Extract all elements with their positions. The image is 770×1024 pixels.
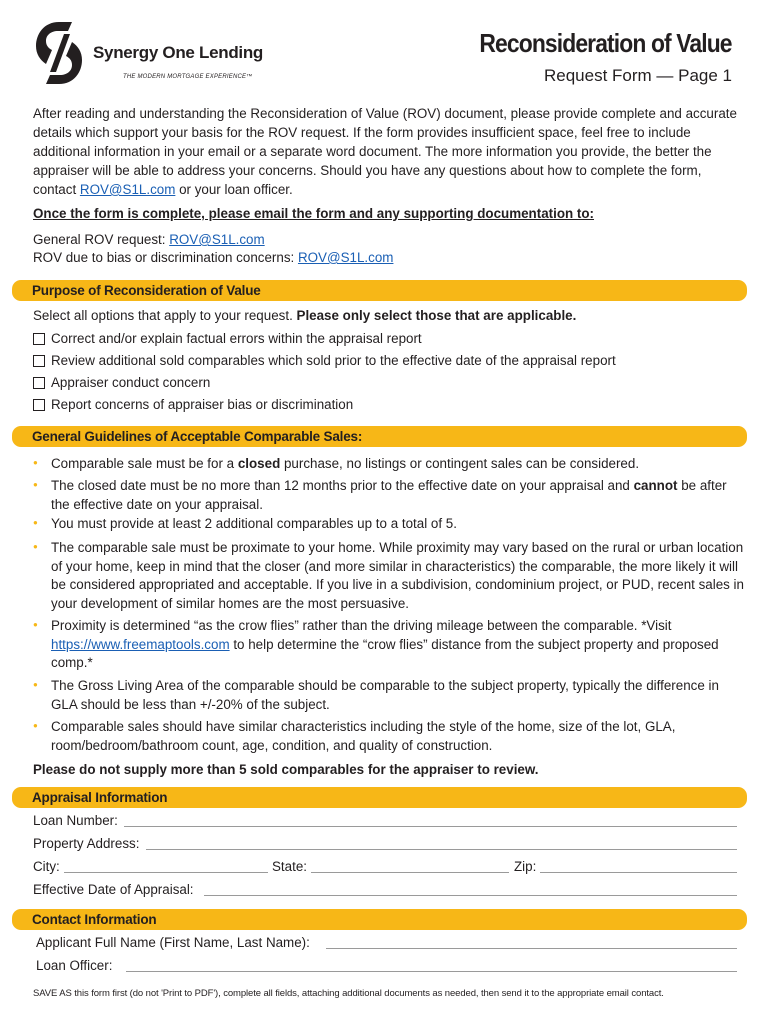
loan-officer-label: Loan Officer: [36,958,113,973]
purpose-prompt-bold: Please only select those that are applicable. [296,308,577,323]
purpose-option[interactable] [33,374,210,392]
general-email-link[interactable]: ROV@S1L.com [169,232,265,247]
option-label: Correct and/or explain factual errors within the appraisal report [51,331,422,346]
guideline-item [51,617,746,673]
brand-tagline: THE MODERN MORTGAGE EXPERIENCE™ [123,74,253,80]
guideline-item [51,477,746,514]
guideline-text: to help determine the “crow flies” distance from the subject property and proposed comp.* [51,636,719,670]
guideline-item: You must provide at least 2 additional comparables up to a total of 5. [51,516,457,531]
guideline-item [51,455,746,474]
loan-officer-field[interactable] [126,971,737,972]
bullet-icon: ● [33,680,38,689]
purpose-prompt-text: Select all options that apply to your request. [33,308,297,323]
bullet-icon: ● [33,518,38,527]
option-label: Appraiser conduct concern [51,375,211,390]
logo-mark-icon [34,20,84,86]
purpose-option[interactable] [33,330,422,348]
guideline-bold: closed [237,456,281,471]
bullet-icon: ● [33,620,38,629]
purpose-option[interactable] [33,352,616,370]
footer-note: SAVE AS this form first (do not 'Print to PDF'), complete all fields, attaching additional documents as needed, then send it to the appropriate email contact. [33,988,664,999]
bullet-icon: ● [33,721,38,730]
city-field[interactable] [64,872,268,873]
email-instruction: Once the form is complete, please email the form and any supporting documentation to: [33,206,595,221]
effective-date-field[interactable] [204,895,737,896]
general-email-row [33,230,738,249]
freemaptools-link[interactable]: https://www.freemaptools.com [51,636,230,652]
guideline-text: The closed date must be no more than 12 months prior to the effective date on your appraisal and [51,478,634,493]
comparables-note: Please do not supply more than 5 sold comparables for the appraiser to review. [33,762,539,777]
bullet-icon: ● [33,542,38,551]
checkbox[interactable] [33,333,45,345]
guideline-text: be after the effective date on your appraisal. [51,478,727,512]
guideline-item: Comparable sales should have similar characteristics including the style of the home, size of the lot, GLA, room/bedroom/bathroom count, age, condition, and quality of construction. [51,719,676,753]
property-address-field[interactable] [146,849,737,850]
intro-paragraph [33,104,738,199]
bias-email-label: ROV due to bias or discrimination concerns: [33,250,298,265]
purpose-heading: Purpose of Reconsideration of Value [32,283,261,298]
bias-email-row [33,248,738,267]
guideline-item: The comparable sale must be proximate to your home. While proximity may vary based on the rural or urban location of your home, keep in mind that the closer (and more similar in characteristics) the comparable, the more likely it will be considered appropriated and acceptable. If you live in a subdivision, condominium project, or PUD, recent sales in your development of similar homes are the most persuasive. [51,540,744,611]
appraisal-heading: Appraisal Information [32,790,168,805]
state-label: State: [272,859,307,874]
state-field[interactable] [311,872,509,873]
property-address-label: Property Address: [33,836,140,851]
option-label: Review additional sold comparables which sold prior to the effective date of the appraisal report [51,353,616,368]
bullet-icon: ● [33,458,38,467]
guideline-bold: cannot [633,478,678,493]
guideline-item: The Gross Living Area of the comparable should be comparable to the subject property, typically the difference in GLA should be less than +/-20% of the subject. [51,678,719,712]
applicant-name-label: Applicant Full Name (First Name, Last Name): [36,935,310,950]
checkbox[interactable] [33,355,45,367]
contact-heading: Contact Information [32,912,157,927]
loan-number-field[interactable] [124,826,737,827]
guideline-text: purchase, no listings or contingent sales can be considered. [280,456,640,471]
bias-email-link[interactable]: ROV@S1L.com [297,250,394,265]
zip-field[interactable] [540,872,737,873]
page-title: Reconsideration of Value [479,28,732,58]
option-label: Report concerns of appraiser bias or discrimination [51,397,354,412]
purpose-prompt [33,306,738,325]
purpose-option[interactable] [33,396,353,414]
checkbox[interactable] [33,377,45,389]
loan-number-label: Loan Number: [33,813,118,828]
guidelines-heading: General Guidelines of Acceptable Comparable Sales: [32,429,363,444]
intro-text-end: or your loan officer. [175,182,293,197]
intro-text: After reading and understanding the Reconsideration of Value (ROV) document, please provide complete and accurate details which support your basis for the ROV request. If the form provides insufficient space, feel free to include additional information in your email or a separate word document. The more information you provide, the better the appraiser will be able to address your concerns. Should you have any questions about how to complete the form, contact [33,106,737,197]
zip-label: Zip: [514,859,537,874]
city-label: City: [33,859,60,874]
checkbox[interactable] [33,399,45,411]
guideline-text: Comparable sale must be for a [51,456,238,471]
effective-date-label: Effective Date of Appraisal: [33,882,194,897]
applicant-name-field[interactable] [326,948,737,949]
general-email-label: General ROV request: [33,232,170,247]
bullet-icon: ● [33,480,38,489]
intro-email-link[interactable]: ROV@S1L.com [79,182,176,197]
guideline-text: Proximity is determined “as the crow flies” rather than the driving mileage between the comparable. *Visit [51,618,672,633]
page-subtitle: Request Form — Page 1 [543,66,732,85]
brand-name: Synergy One Lending [93,43,263,62]
